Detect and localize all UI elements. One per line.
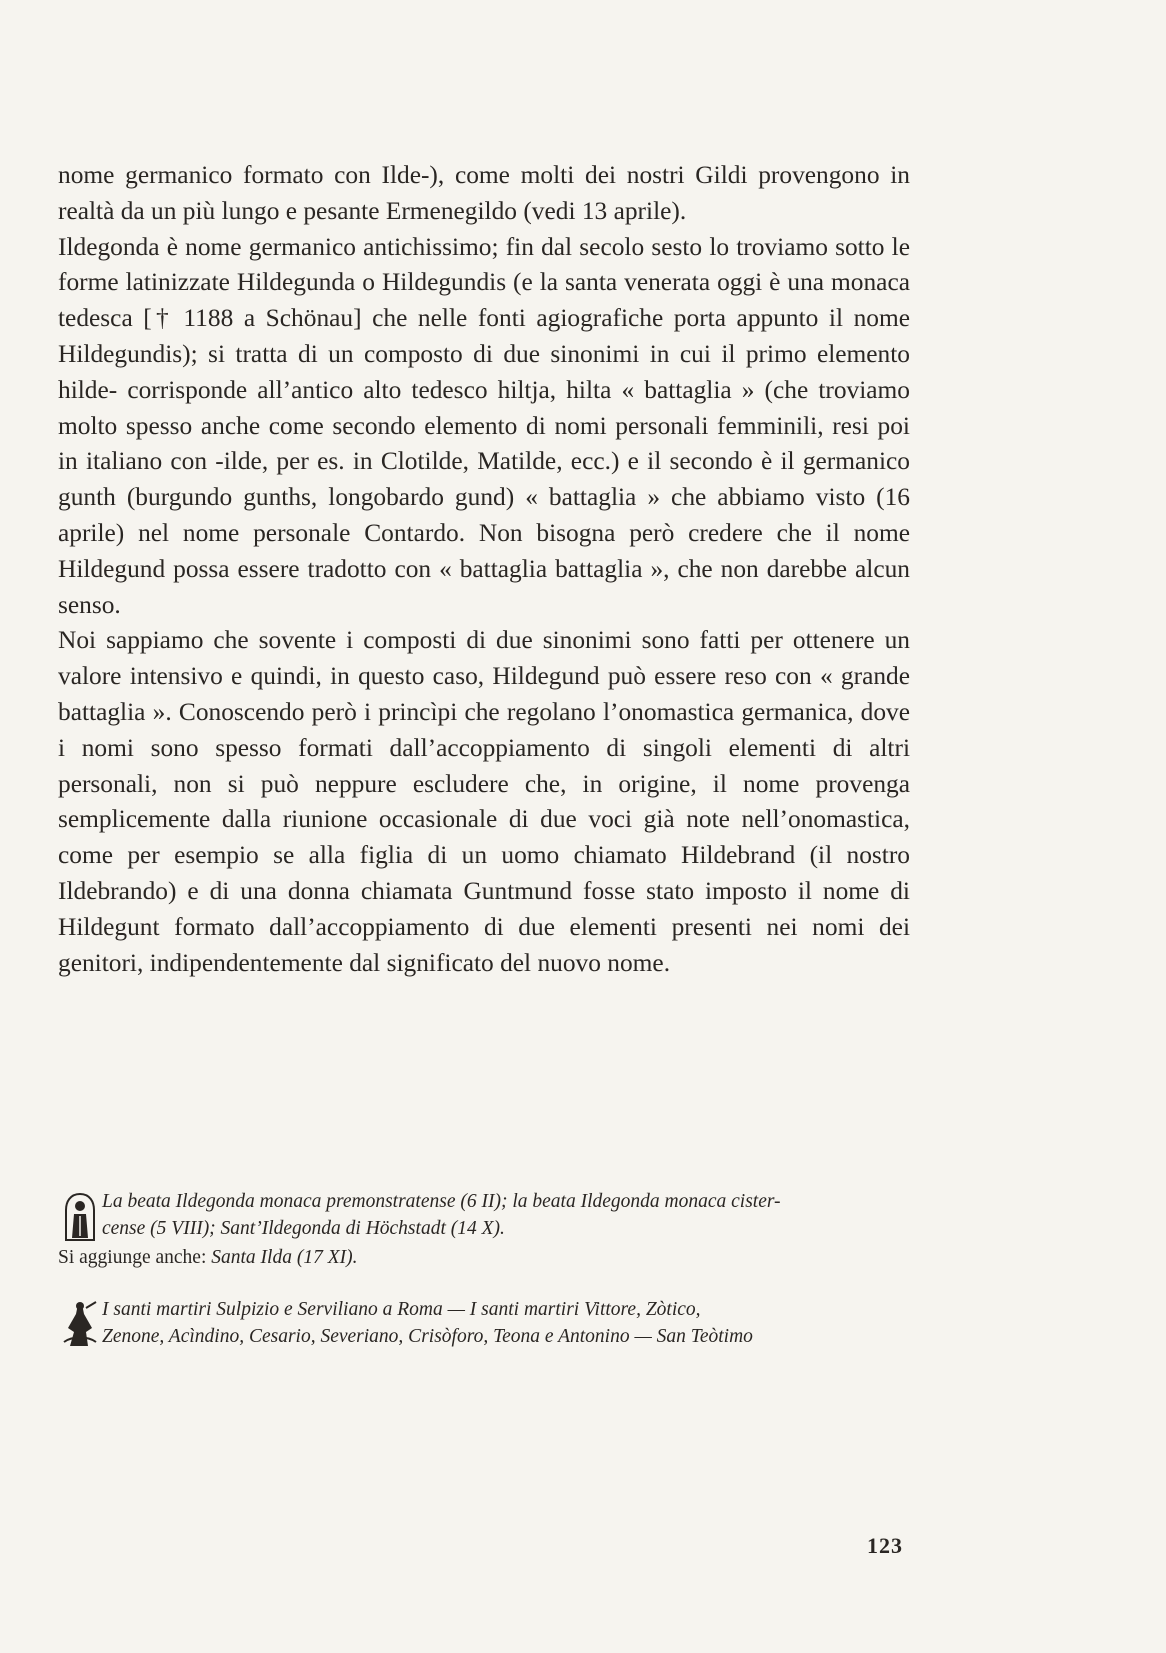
- page-number: 123: [867, 1533, 903, 1558]
- extra-prefix: Si aggiunge anche:: [58, 1247, 207, 1268]
- martyrs-line-2: Zenone, Acìndino, Cesario, Severiano, Crisòforo, Teona e Antonino — San Teòtimo: [102, 1326, 753, 1347]
- saint-icon: [58, 1190, 102, 1244]
- saints-line-2: cense (5 VIII); Sant’Ildegonda di Höchstadt (14 X).: [102, 1218, 505, 1239]
- martyrs-line-1: I santi martiri Sulpizio e Serviliano a Roma — I santi martiri Vittore, Zòtico,: [102, 1299, 701, 1320]
- paragraph-3: Noi sappiamo che sovente i composti di due sinonimi sono fatti per ottenere un valore intensivo e quindi, in questo caso, Hildegund può essere reso con « grande battaglia ». Conoscendo però i princìpi che regolano l’onomastica germanica, dove i nomi sono spesso formati dall’accoppiamento di singoli elementi di altri personali, non si può neppure escludere che, in origine, il nome provenga semplicemente dalla riunione occasionale di due voci già note nell’onomastica, come per esempio se alla figlia di un uomo chiamato Hildebrand (il nostro Ildebrando) e di una donna chiamata Guntmund fosse stato imposto il nome di Hildegunt formato dall’accoppiamento di due elementi presenti nei nomi dei genitori, indipendentemente dal significato del nuovo nome.: [58, 626, 910, 977]
- paragraph-1: nome germanico formato con Ilde-), come molti dei nostri Gildi provengono in realtà da un più lungo e pesante Ermenegildo (vedi 13 aprile).: [58, 161, 910, 225]
- paragraph-2: Ildegonda è nome germanico antichissimo; fin dal secolo sesto lo troviamo sotto le forme latinizzate Hildegunda o Hildegundis (e la santa venerata oggi è una monaca tedesca [† 1188 a Schönau] che nelle fonti agiografiche porta appunto il nome Hildegundis); si tratta di un composto di due sinonimi in cui il primo elemento hilde- corrisponde all’antico alto tedesco hiltja, hilta « battaglia » (che troviamo molto spesso anche come secondo elemento di nomi personali femminili, resi poi in italiano con -ilde, per es. in Clotilde, Matilde, ecc.) e il secondo è il germanico gunth (burgundo gunths, longobardo gund) « battaglia » che abbiamo visto (16 aprile) nel nome personale Contardo. Non bisogna però credere che il nome Hildegund possa essere tradotto con « battaglia battaglia », che non darebbe alcun senso.: [58, 232, 910, 619]
- saints-note: [58, 1188, 910, 1271]
- extra-saints: [58, 1244, 910, 1271]
- extra-name: Santa Ilda (17 XI).: [211, 1247, 358, 1268]
- martyrs-note: [58, 1296, 910, 1352]
- martyr-icon: [58, 1298, 102, 1352]
- body-text: [58, 158, 910, 981]
- saints-line-1: La beata Ildegonda monaca premonstratense (6 II); la beata Ildegonda monaca cister-: [102, 1191, 781, 1212]
